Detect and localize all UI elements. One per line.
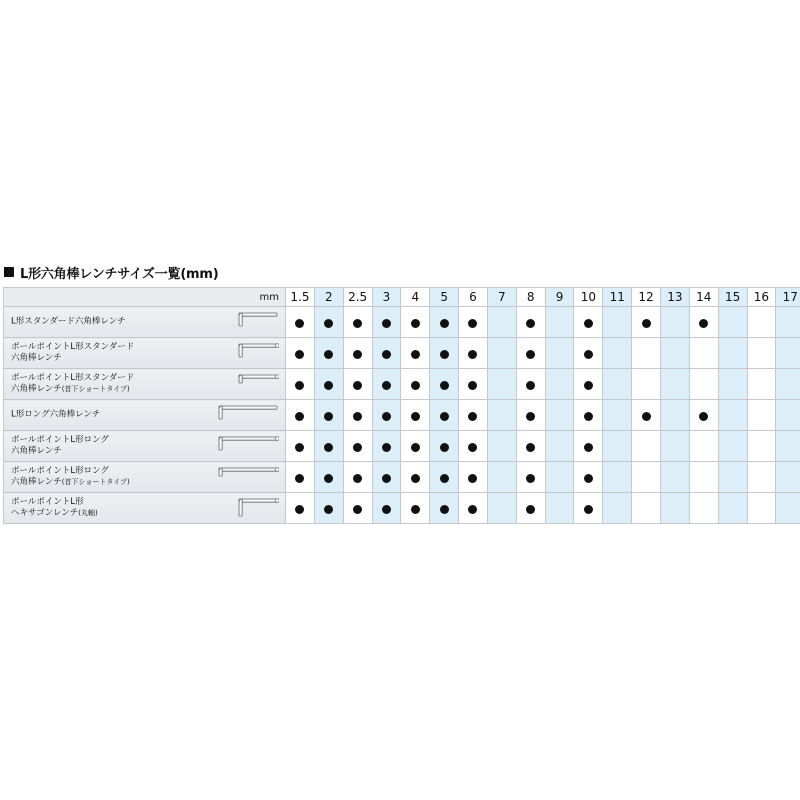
availability-cell — [343, 338, 372, 369]
l-wrench-short-icon — [235, 309, 279, 335]
availability-cell — [516, 431, 545, 462]
available-dot-icon — [440, 443, 449, 452]
available-dot-icon — [468, 412, 477, 421]
availability-cell — [286, 338, 315, 369]
size-header: 6 — [459, 288, 488, 307]
availability-cell — [747, 431, 776, 462]
row-label-text — [11, 466, 130, 488]
availability-cell — [545, 462, 574, 493]
section-title — [4, 262, 219, 282]
availability-cell — [776, 369, 800, 400]
available-dot-icon — [526, 319, 535, 328]
availability-cell — [459, 462, 488, 493]
available-dot-icon — [382, 412, 391, 421]
availability-cell — [603, 400, 632, 431]
row-label-line1: L形ロング六角棒レンチ — [11, 409, 101, 420]
available-dot-icon — [468, 319, 477, 328]
row-label-line2: 六角棒レンチ — [11, 353, 62, 363]
row-label-line1: ボールポイントL形ロング — [11, 435, 109, 445]
available-dot-icon — [353, 350, 362, 359]
availability-cell — [718, 431, 747, 462]
available-dot-icon — [353, 443, 362, 452]
row-label-line2-wrap — [11, 508, 98, 519]
available-dot-icon — [440, 412, 449, 421]
l-wrench-ballpoint-roundshaft-icon — [235, 495, 279, 521]
size-header: 14 — [689, 288, 718, 307]
availability-cell — [343, 369, 372, 400]
size-header: 9 — [545, 288, 574, 307]
availability-cell — [516, 369, 545, 400]
available-dot-icon — [324, 381, 333, 390]
availability-cell — [747, 338, 776, 369]
availability-cell — [632, 462, 661, 493]
available-dot-icon — [584, 350, 593, 359]
available-dot-icon — [324, 443, 333, 452]
row-label-line2-wrap — [11, 477, 130, 488]
available-dot-icon — [353, 319, 362, 328]
availability-cell — [574, 493, 603, 524]
availability-cell — [574, 462, 603, 493]
availability-cell — [545, 307, 574, 338]
availability-cell — [459, 400, 488, 431]
available-dot-icon — [411, 319, 420, 328]
available-dot-icon — [295, 412, 304, 421]
size-header: 2 — [314, 288, 343, 307]
size-header: 12 — [632, 288, 661, 307]
availability-cell — [430, 307, 459, 338]
availability-cell — [516, 400, 545, 431]
available-dot-icon — [411, 412, 420, 421]
availability-cell — [286, 307, 315, 338]
availability-cell — [632, 338, 661, 369]
available-dot-icon — [584, 505, 593, 514]
availability-cell — [372, 493, 401, 524]
availability-cell — [487, 493, 516, 524]
available-dot-icon — [382, 505, 391, 514]
availability-cell — [689, 369, 718, 400]
availability-cell — [314, 400, 343, 431]
availability-cell — [372, 307, 401, 338]
availability-cell — [574, 338, 603, 369]
availability-cell — [459, 307, 488, 338]
availability-cell — [545, 431, 574, 462]
size-header: 11 — [603, 288, 632, 307]
available-dot-icon — [295, 350, 304, 359]
available-dot-icon — [411, 443, 420, 452]
row-label-cell — [4, 462, 286, 493]
availability-cell — [314, 431, 343, 462]
row-label-cell — [4, 431, 286, 462]
availability-cell — [343, 400, 372, 431]
table-row — [4, 338, 800, 369]
availability-cell — [689, 431, 718, 462]
availability-cell — [689, 307, 718, 338]
availability-cell — [459, 369, 488, 400]
page-title: L形六角棒レンチサイズ一覧(mm) — [20, 266, 219, 282]
size-header: 7 — [487, 288, 516, 307]
table-row — [4, 307, 800, 338]
available-dot-icon — [324, 319, 333, 328]
row-label-line2: 六角棒レンチ — [11, 384, 62, 394]
availability-cell — [603, 431, 632, 462]
availability-cell — [632, 369, 661, 400]
available-dot-icon — [526, 505, 535, 514]
availability-cell — [574, 307, 603, 338]
availability-cell — [286, 462, 315, 493]
availability-cell — [286, 431, 315, 462]
availability-cell — [430, 462, 459, 493]
availability-cell — [545, 369, 574, 400]
available-dot-icon — [353, 381, 362, 390]
availability-cell — [632, 400, 661, 431]
size-header: 4 — [401, 288, 430, 307]
availability-cell — [747, 462, 776, 493]
available-dot-icon — [411, 505, 420, 514]
available-dot-icon — [584, 412, 593, 421]
availability-cell — [747, 493, 776, 524]
size-table — [3, 287, 800, 524]
availability-cell — [776, 307, 800, 338]
availability-cell — [487, 338, 516, 369]
availability-cell — [430, 400, 459, 431]
available-dot-icon — [699, 412, 708, 421]
row-label-text — [11, 373, 134, 395]
availability-cell — [632, 493, 661, 524]
size-header: 5 — [430, 288, 459, 307]
available-dot-icon — [468, 381, 477, 390]
availability-cell — [487, 307, 516, 338]
availability-cell — [401, 462, 430, 493]
row-label-text — [11, 410, 100, 421]
available-dot-icon — [584, 443, 593, 452]
available-dot-icon — [324, 474, 333, 483]
availability-cell — [660, 493, 689, 524]
available-dot-icon — [584, 319, 593, 328]
availability-cell — [747, 400, 776, 431]
availability-cell — [401, 400, 430, 431]
available-dot-icon — [642, 412, 651, 421]
row-label-text — [11, 497, 98, 519]
table-row — [4, 493, 800, 524]
available-dot-icon — [324, 505, 333, 514]
l-wrench-ballpoint-short-icon — [235, 340, 279, 366]
l-wrench-ballpoint-long-icon — [215, 433, 279, 459]
availability-cell — [718, 307, 747, 338]
available-dot-icon — [440, 319, 449, 328]
availability-cell — [660, 369, 689, 400]
availability-cell — [487, 462, 516, 493]
availability-cell — [430, 369, 459, 400]
availability-cell — [632, 307, 661, 338]
availability-cell — [718, 462, 747, 493]
table-row — [4, 431, 800, 462]
availability-cell — [660, 431, 689, 462]
available-dot-icon — [295, 505, 304, 514]
availability-cell — [603, 493, 632, 524]
availability-cell — [574, 431, 603, 462]
row-label-note: (首下ショートタイプ) — [61, 478, 130, 486]
availability-cell — [516, 307, 545, 338]
availability-cell — [401, 369, 430, 400]
availability-cell — [516, 338, 545, 369]
available-dot-icon — [526, 474, 535, 483]
availability-cell — [516, 493, 545, 524]
availability-cell — [689, 462, 718, 493]
row-label-note: (丸軸) — [78, 509, 98, 517]
availability-cell — [545, 400, 574, 431]
availability-cell — [372, 462, 401, 493]
available-dot-icon — [295, 474, 304, 483]
row-label-text — [11, 317, 126, 328]
available-dot-icon — [440, 381, 449, 390]
availability-cell — [487, 400, 516, 431]
available-dot-icon — [382, 319, 391, 328]
size-header: 15 — [718, 288, 747, 307]
available-dot-icon — [295, 381, 304, 390]
title-square-bullet-icon — [4, 267, 14, 277]
availability-cell — [401, 307, 430, 338]
availability-cell — [574, 400, 603, 431]
available-dot-icon — [382, 381, 391, 390]
row-label-cell — [4, 400, 286, 431]
availability-cell — [314, 493, 343, 524]
row-label-cell — [4, 307, 286, 338]
availability-cell — [343, 431, 372, 462]
available-dot-icon — [295, 319, 304, 328]
availability-cell — [314, 369, 343, 400]
table-row — [4, 462, 800, 493]
available-dot-icon — [526, 381, 535, 390]
available-dot-icon — [584, 381, 593, 390]
availability-cell — [718, 493, 747, 524]
availability-cell — [401, 431, 430, 462]
available-dot-icon — [411, 350, 420, 359]
available-dot-icon — [440, 505, 449, 514]
availability-cell — [430, 338, 459, 369]
availability-cell — [718, 369, 747, 400]
availability-cell — [430, 493, 459, 524]
availability-cell — [574, 369, 603, 400]
available-dot-icon — [440, 474, 449, 483]
availability-cell — [603, 369, 632, 400]
availability-cell — [776, 338, 800, 369]
available-dot-icon — [382, 350, 391, 359]
availability-cell — [343, 493, 372, 524]
table-header-row — [4, 288, 800, 307]
available-dot-icon — [324, 412, 333, 421]
size-header: 10 — [574, 288, 603, 307]
availability-cell — [401, 493, 430, 524]
availability-cell — [372, 400, 401, 431]
l-wrench-ballpoint-long-shortneck-icon — [215, 464, 279, 490]
row-label-cell — [4, 338, 286, 369]
row-label-line1: ボールポイントL形スタンダード — [11, 373, 135, 383]
available-dot-icon — [411, 381, 420, 390]
size-header: 17 — [776, 288, 800, 307]
l-wrench-ballpoint-shortneck-icon — [235, 371, 279, 397]
available-dot-icon — [353, 505, 362, 514]
availability-cell — [487, 369, 516, 400]
available-dot-icon — [526, 350, 535, 359]
availability-cell — [660, 462, 689, 493]
size-header: 3 — [372, 288, 401, 307]
row-label-line2: ヘキサゴンレンチ — [11, 508, 79, 518]
available-dot-icon — [353, 474, 362, 483]
availability-cell — [343, 307, 372, 338]
availability-cell — [718, 338, 747, 369]
availability-cell — [372, 338, 401, 369]
availability-cell — [314, 462, 343, 493]
size-header: 1.5 — [286, 288, 315, 307]
table-row — [4, 369, 800, 400]
availability-cell — [660, 338, 689, 369]
available-dot-icon — [584, 474, 593, 483]
availability-cell — [516, 462, 545, 493]
availability-cell — [747, 307, 776, 338]
size-header: 8 — [516, 288, 545, 307]
availability-cell — [459, 431, 488, 462]
table-row — [4, 400, 800, 431]
size-header: 2.5 — [343, 288, 372, 307]
row-label-line2-wrap — [11, 353, 134, 364]
row-label-cell — [4, 369, 286, 400]
available-dot-icon — [324, 350, 333, 359]
availability-cell — [747, 369, 776, 400]
available-dot-icon — [526, 443, 535, 452]
row-label-line2-wrap — [11, 384, 134, 395]
availability-cell — [776, 400, 800, 431]
availability-cell — [314, 307, 343, 338]
available-dot-icon — [468, 505, 477, 514]
available-dot-icon — [468, 443, 477, 452]
available-dot-icon — [699, 319, 708, 328]
availability-cell — [545, 338, 574, 369]
available-dot-icon — [411, 474, 420, 483]
row-label-text — [11, 435, 109, 457]
row-label-line1: ボールポイントL形 — [11, 497, 84, 507]
availability-cell — [343, 462, 372, 493]
availability-cell — [459, 338, 488, 369]
available-dot-icon — [526, 412, 535, 421]
availability-cell — [718, 400, 747, 431]
available-dot-icon — [642, 319, 651, 328]
availability-cell — [459, 493, 488, 524]
row-label-line2: 六角棒レンチ — [11, 446, 62, 456]
row-label-line2: 六角棒レンチ — [11, 477, 62, 487]
availability-cell — [603, 338, 632, 369]
availability-cell — [776, 431, 800, 462]
availability-cell — [660, 400, 689, 431]
size-header: 13 — [660, 288, 689, 307]
availability-cell — [689, 338, 718, 369]
row-label-text — [11, 342, 134, 364]
availability-cell — [776, 493, 800, 524]
availability-cell — [487, 431, 516, 462]
availability-cell — [372, 369, 401, 400]
availability-cell — [401, 338, 430, 369]
row-label-line1: ボールポイントL形ロング — [11, 466, 109, 476]
row-label-line1: L形スタンダード六角棒レンチ — [11, 316, 126, 327]
availability-cell — [689, 493, 718, 524]
available-dot-icon — [440, 350, 449, 359]
row-label-note: (首下ショートタイプ) — [61, 385, 130, 393]
availability-cell — [776, 462, 800, 493]
availability-cell — [314, 338, 343, 369]
availability-cell — [286, 369, 315, 400]
available-dot-icon — [353, 412, 362, 421]
availability-cell — [545, 493, 574, 524]
availability-cell — [286, 493, 315, 524]
row-label-cell — [4, 493, 286, 524]
row-label-line2-wrap — [11, 446, 109, 457]
availability-cell — [632, 431, 661, 462]
row-label-line1: ボールポイントL形スタンダード — [11, 342, 135, 352]
availability-cell — [603, 462, 632, 493]
available-dot-icon — [382, 474, 391, 483]
availability-cell — [660, 307, 689, 338]
availability-cell — [689, 400, 718, 431]
available-dot-icon — [468, 474, 477, 483]
availability-cell — [430, 431, 459, 462]
l-wrench-long-icon — [215, 402, 279, 428]
availability-cell — [372, 431, 401, 462]
size-header: 16 — [747, 288, 776, 307]
availability-cell — [603, 307, 632, 338]
available-dot-icon — [382, 443, 391, 452]
available-dot-icon — [295, 443, 304, 452]
unit-label: mm — [4, 288, 286, 307]
availability-cell — [286, 400, 315, 431]
available-dot-icon — [468, 350, 477, 359]
